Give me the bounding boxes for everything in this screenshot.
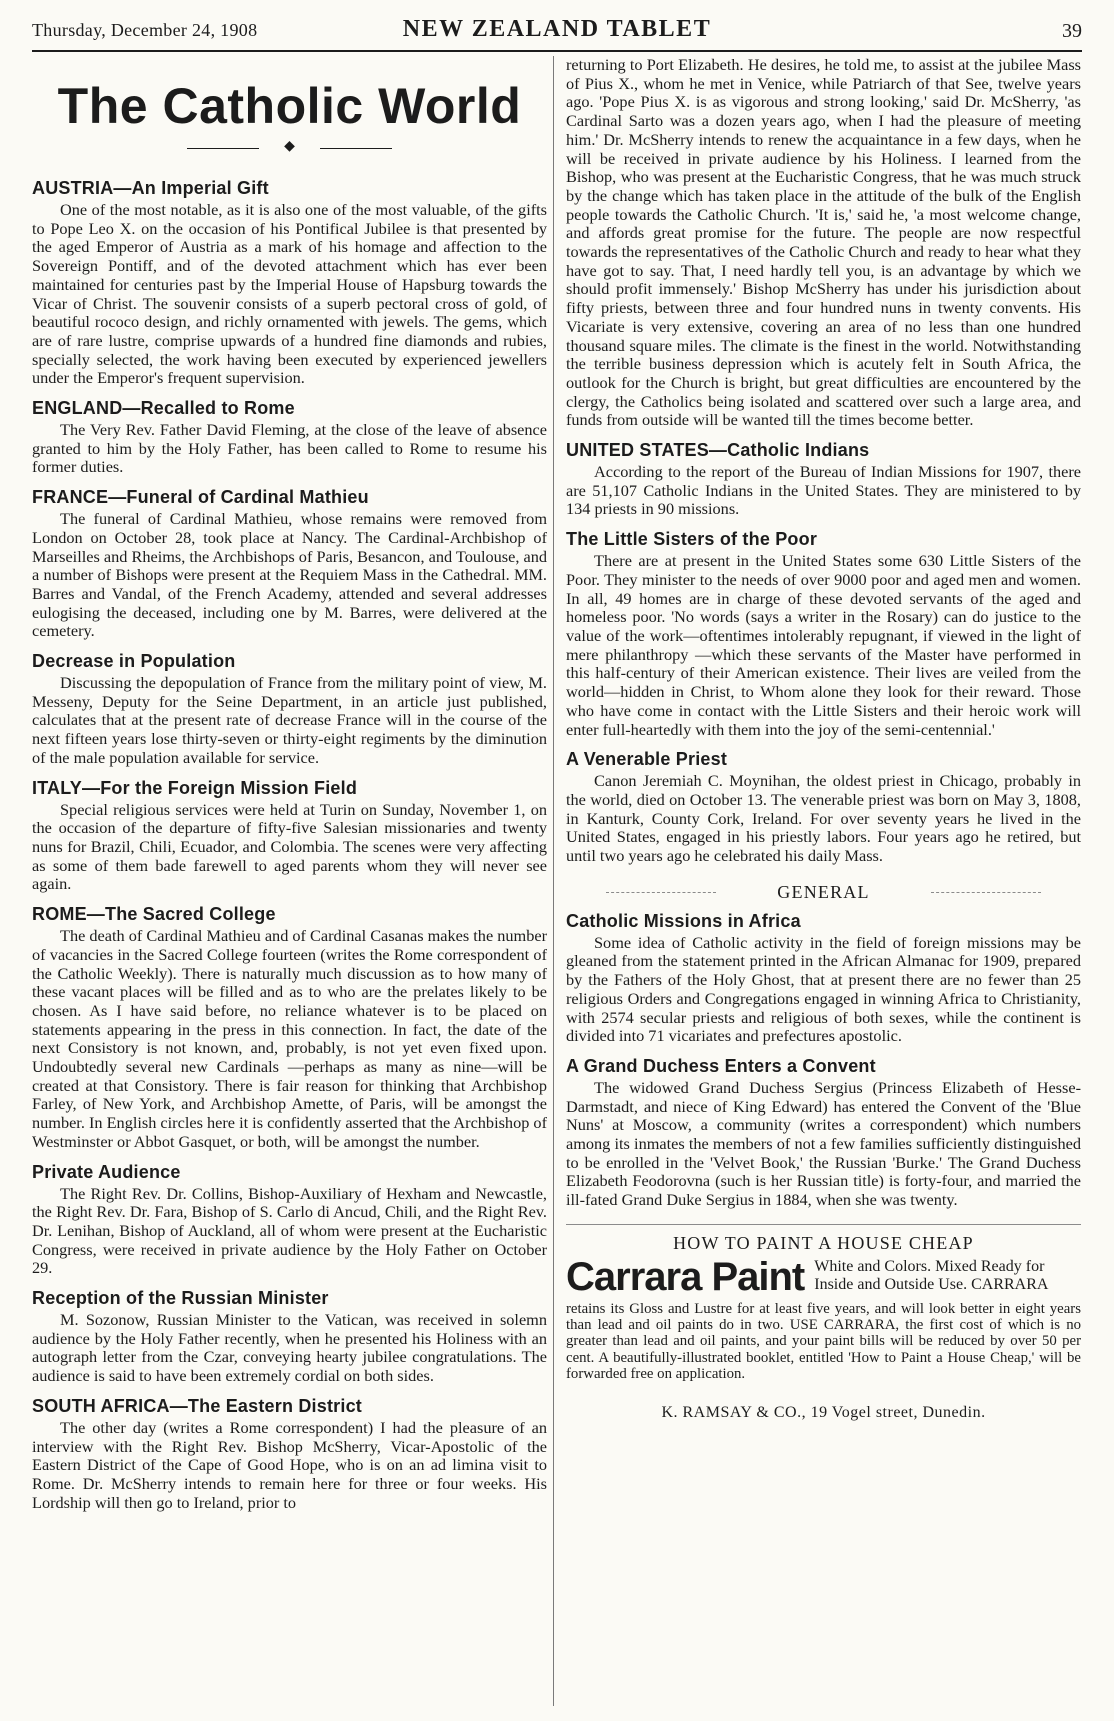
article-heading: Decrease in Population [32,651,236,672]
article-catholic-indians [566,440,1081,519]
article-heading: SOUTH AFRICA—The Eastern District [32,1395,362,1416]
article-body: Canon Jeremiah C. Moynihan, the oldest priest in Chicago, probably in the world, died on October 13. The venerable priest was born on May 3, 1808, in Kanturk, County Cork, Ireland. For over seventy years he lived in the United States, engaged in his priestly labors. Four years ago he retired, but until two years ago he celebrated his daily Mass. [566,771,1081,866]
article-body: One of the most notable, as it is also one of the most valuable, of the gifts to Pope Leo X. on the occasion of his Pontifical Jubilee is that presented by the aged Emperor of Austria as a mark of his homage and affection to the Sovereign Pontiff, and of the devoted attachment which has ever been maintained for centuries past by the Imperial House of Hapsburg towards the Vicar of Christ. The souvenir consists of a superb pectoral cross of gold, of beautiful rococo design, and richly ornamented with jewels. The gems, which are of rare lustre, comprise upwards of a hundred fine diamonds and rubies, specially selected, the work having been executed by experienced jewellers under the Emperor's frequent supervision. [32,200,547,388]
ornament-icon: ◆ [32,140,547,158]
masthead [32,10,1082,52]
article-venerable-priest [566,749,1081,866]
article-body: There are at present in the United States some 630 Little Sisters of the Poor. They minister to the needs of over 9000 poor and aged men and women. In all, 49 homes are in charge of these devoted servants of the aged and homeless poor. 'No words (says a writer in the Rosary) can do justice to the value of the work—oftentimes intolerably repugnant, if viewed in the light of mere philanthropy —which these servants of the Master have performed in this half-century of their American existence. Their lives are veiled from the world—hidden in Christ, to Whom alone they look for their reward. Those who have come in contact with the Little Sisters and their heroic work will enter full-heartedly with them into the joy of the semi-centennial.' [566,551,1081,739]
article-austria [32,178,547,388]
article-heading: Catholic Missions in Africa [566,910,801,931]
general-section-label: GENERAL [566,882,1081,903]
article-missions-africa [566,911,1081,1046]
continued-article-body: returning to Port Elizabeth. He desires, he told me, to assist at the jubilee Mass of Pius X., whom he met in Venice, while Patriarch of that See, twelve years ago. 'Pope Pius X. is as vigorous and strong looking,' said Dr. McSherry, 'as Cardinal Sarto was a dozen years ago, when I had the pleasure of meeting him.' Dr. McSherry intends to renew the acquaintance in a few days, when he will be received in private audience by his Holiness. I learned from the Bishop, who was present at the Eucharistic Congress, that he was much struck by the change which has taken place in the attitude of the bulk of the English people towards the Catholic Church. 'It is,' said he, 'a most welcome change, and affords great promise for the future. The people are now respectful towards the representatives of the Catholic Church and ready to hear what they have got to say. That, I need hardly tell you, is an advantage by which we should profit immensely.' Bishop McSherry has under his jurisdiction about fifty priests, between three and four hundred nuns in twenty convents. His Vicariate is very extensive, covering an area of no less than one hundred thousand square miles. The climate is the finest in the world. Notwithstanding the terrible business depression which is acutely felt in South Africa, the outlook for the Church is bright, but great difficulties are encountered by the clergy, the Catholics being isolated and scattered over such a large area, and funds from outside will be wanted till the times become better. [566,56,1081,430]
article-body: According to the report of the Bureau of Indian Missions for 1907, there are 51,107 Catholic Indians in the United States. They are ministered to by 134 priests in 90 missions. [566,462,1081,519]
article-body: The widowed Grand Duchess Sergius (Princess Elizabeth of Hesse-Darmstadt, and niece of King Edward) has entered the Convent of the 'Blue Nuns' at Moscow, a community (writes a correspondent) which numbers among its inmates the members of not a few families sufficiently distinguished to be enrolled in the 'Velvet Book,' the Russian 'Burke.' The Grand Duchess Elizabeth Feodorovna (such is her Russian title) is forty-four, and married the ill-fated Grand Duke Sergius in 1884, when she was twenty. [566,1077,1081,1210]
article-body: The other day (writes a Rome correspondent) I had the pleasure of an interview with the Right Rev. Bishop McSherry, Vicar-Apostolic of the Eastern District of the Cape of Good Hope, who is on an ad limina visit to Rome. Dr. McSherry intends to remain here for three or four weeks. His Lordship will then go to Ireland, prior to [32,1417,547,1512]
article-private-audience [32,1162,547,1279]
article-heading: FRANCE—Funeral of Cardinal Mathieu [32,487,369,508]
article-heading: Reception of the Russian Minister [32,1288,329,1309]
article-heading: The Little Sisters of the Poor [566,529,818,550]
carrara-paint-advertisement [566,1224,1081,1422]
advertisement-header-row [566,1254,1081,1299]
article-italy [32,778,547,895]
carrara-paint-logo: Carrara Paint [566,1254,805,1299]
article-body: The death of Cardinal Mathieu and of Cardinal Casanas makes the number of vacancies in the Sacred College fourteen (writes the Rome correspondent of the Catholic Weekly). There is naturally much discussion as to how many of these vacant places will be filled and as to who are the prelates likely to be chosen. As I have said before, no reliance whatever is to be placed on statements appearing in the press in this connection. In fact, the date of the next Consistory is not known, and, probably, is not yet even fixed upon. Undoubtedly several new Cardinals —perhaps as many as nine—will be created at that Consistory. There is fair reason for thinking that Archbishop Farley, of New York, and Archbishop Amette, of Paris, will be amongst the number. In English circles here it is confidently asserted that the Archbishop of Westminster or Abbot Gasquet, or both, will be amongst the number. [32,926,547,1151]
article-heading: ROME—The Sacred College [32,904,276,925]
article-grand-duchess [566,1056,1081,1210]
section-title: The Catholic World [57,78,522,134]
article-england [32,398,547,477]
article-heading: ITALY—For the Foreign Mission Field [32,777,358,798]
advertisement-title: HOW TO PAINT A HOUSE CHEAP [673,1232,974,1253]
newspaper-title: NEW ZEALAND TABLET [402,16,712,42]
article-russian-minister [32,1288,547,1386]
article-body: The Very Rev. Father David Fleming, at the close of the leave of absence granted to him by the Holy Father, has been called to Rome to resume his former duties. [32,420,547,477]
advertisement-side-text: White and Colors. Mixed Ready for Inside and Outside Use. CARRARA [814,1257,1049,1293]
article-little-sisters [566,529,1081,739]
page-number: 39 [1062,20,1082,42]
article-heading: AUSTRIA—An Imperial Gift [32,178,269,198]
article-body: Discussing the depopulation of France from the military point of view, M. Messeny, Deputy for the Seine Department, in an article just published, calculates that at the present rate of decrease France will in the course of the next fifteen years lose thirty-seven or thirty-eight regiments by the diminution of the male population available for service. [32,673,547,767]
article-body: Some idea of Catholic activity in the field of foreign missions may be gleaned from the statement printed in the African Almanac for 1909, prepared by the Fathers of the Holy Ghost, that at present there are no fewer than 25 religious Orders and Congregations engaged in winning Africa to Christianity, with 2574 secular priests and religious of both sexes, while the continent is divided into 71 vicariates and prefectures apostolic. [566,932,1081,1046]
advertisement-body: retains its Gloss and Lustre for at least five years, and will look better in eight years than lead and oil paints do in two. USE CARRARA, the first cost of which is no greater than lead and oil paints, and your paint bills will be reduced by over 50 per cent. A beautifully-illustrated booklet, entitled 'How to Paint a House Cheap,' will be forwarded free on application. [566,1300,1081,1383]
article-heading: UNITED STATES—Catholic Indians [566,440,870,461]
article-south-africa [32,1396,547,1513]
right-column [566,56,1081,1706]
article-france [32,487,547,641]
column-divider [553,56,554,1706]
article-body: M. Sozonow, Russian Minister to the Vatican, was received in solemn audience by the Holy Father recently, when he presented his Holiness with an autograph letter from the Czar, conveying hearty jubilee congratulations. The audience is said to have been extremely cordial on both sides. [32,1310,547,1386]
article-heading: Private Audience [32,1161,181,1182]
article-heading: ENGLAND—Recalled to Rome [32,398,295,419]
left-column [32,56,547,1706]
article-body: The Right Rev. Dr. Collins, Bishop-Auxiliary of Hexham and Newcastle, the Right Rev. Dr. Fara, Bishop of S. Carlo di Ancud, Chili, and the Right Rev. Dr. Lenihan, Bishop of Auckland, all of whom were present at the Eucharistic Congress, were received in private audience by the Holy Father on October 29. [32,1183,547,1278]
issue-date: Thursday, December 24, 1908 [32,20,258,40]
article-body: Special religious services were held at Turin on Sunday, November 1, on the occasion of the departure of fifty-five Salesian missionaries and twenty nuns for Brazil, Chili, Ecuador, and Colombia. The scenes were very affecting as some of them bade farewell to aged parents whom they will never see again. [32,799,547,894]
article-rome [32,904,547,1151]
advertiser-address: K. RAMSAY & CO., 19 Vogel street, Dunedin. [661,1404,986,1422]
article-body: The funeral of Cardinal Mathieu, whose remains were removed from London on October 28, took place at Nancy. The Cardinal-Archbishop of Marseilles and Rheims, the Archbishops of Paris, Besancon, and Toulouse, and a number of Bishops were present at the Requiem Mass in the Cathedral. MM. Barres and Vandal, of the French Academy, attended and several addresses eulogising the deceased, including one by M. Barres, were delivered at the cemetery. [32,509,547,641]
article-heading: A Venerable Priest [566,749,728,770]
article-decrease-population [32,651,547,768]
article-heading: A Grand Duchess Enters a Convent [566,1055,876,1076]
